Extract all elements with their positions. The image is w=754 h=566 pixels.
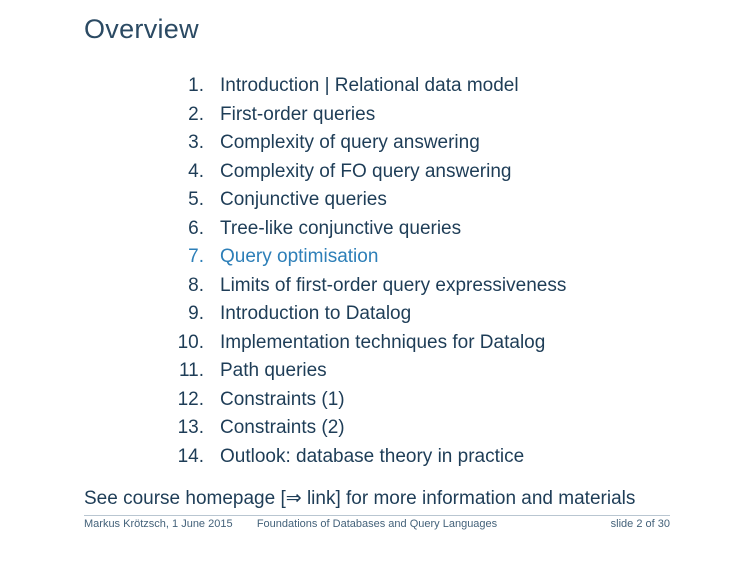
outline-item-number: 11.	[178, 360, 204, 381]
outline-item[interactable]	[160, 101, 720, 130]
outline-item-number: 13.	[177, 417, 204, 438]
outline-item-number: 4.	[188, 160, 204, 182]
outline-item-label: Constraints (1)	[220, 388, 345, 410]
outline-item[interactable]	[160, 243, 720, 272]
course-homepage-note: See course homepage [⇒ link] for more information and materials	[84, 488, 636, 509]
outline-item-number: 14.	[177, 445, 204, 467]
outline-item-label: Conjunctive queries	[220, 189, 387, 210]
outline-item[interactable]	[160, 414, 720, 443]
outline-item[interactable]	[160, 158, 720, 187]
outline-item-number: 9.	[188, 303, 204, 324]
outline-item-label: Introduction to Datalog	[220, 303, 412, 324]
outline-item-label: Outlook: database theory in practice	[220, 445, 525, 467]
outline-item[interactable]	[160, 357, 720, 386]
outline-item-number: 8.	[188, 274, 204, 296]
outline-item-number: 6.	[188, 217, 204, 239]
footer-course-title: Foundations of Databases and Query Languages	[256, 518, 498, 530]
outline-item-label: Constraints (2)	[220, 417, 345, 438]
outline-item-number: 10.	[177, 331, 204, 353]
outline-item[interactable]	[160, 215, 720, 244]
outline-item-label: Limits of first-order query expressiveness	[220, 274, 567, 296]
page-title: Overview	[84, 14, 199, 44]
outline-item-label: Introduction | Relational data model	[220, 75, 519, 96]
outline-item-label: Implementation techniques for Datalog	[220, 331, 546, 353]
outline-item[interactable]	[160, 443, 720, 472]
outline-item-label: Query optimisation	[220, 246, 379, 267]
outline-item-label: Complexity of FO query answering	[220, 160, 512, 182]
outline-item[interactable]	[160, 386, 720, 415]
outline-item-label: First-order queries	[220, 103, 376, 125]
outline-item[interactable]	[160, 186, 720, 215]
footer-author: Markus Krötzsch, 1 June 2015	[84, 518, 233, 530]
outline-item-number: 1.	[188, 75, 204, 96]
outline-item[interactable]	[160, 329, 720, 358]
outline-item-number: 3.	[188, 132, 204, 153]
outline-item[interactable]	[160, 72, 720, 101]
slide-footer	[84, 515, 670, 535]
outline-item-number: 7.	[188, 246, 204, 267]
outline-item-label: Path queries	[220, 360, 327, 381]
footer-divider	[84, 515, 670, 516]
outline-item[interactable]	[160, 300, 720, 329]
outline-item-number: 2.	[188, 103, 204, 125]
outline-item[interactable]	[160, 129, 720, 158]
outline-item[interactable]	[160, 272, 720, 301]
outline-item-number: 5.	[188, 189, 204, 210]
outline-item-number: 12.	[177, 388, 204, 410]
outline-item-label: Tree-like conjunctive queries	[220, 217, 462, 239]
outline-list	[160, 72, 720, 471]
outline-item-label: Complexity of query answering	[220, 132, 480, 153]
footer-slide-number: slide 2 of 30	[610, 518, 670, 530]
